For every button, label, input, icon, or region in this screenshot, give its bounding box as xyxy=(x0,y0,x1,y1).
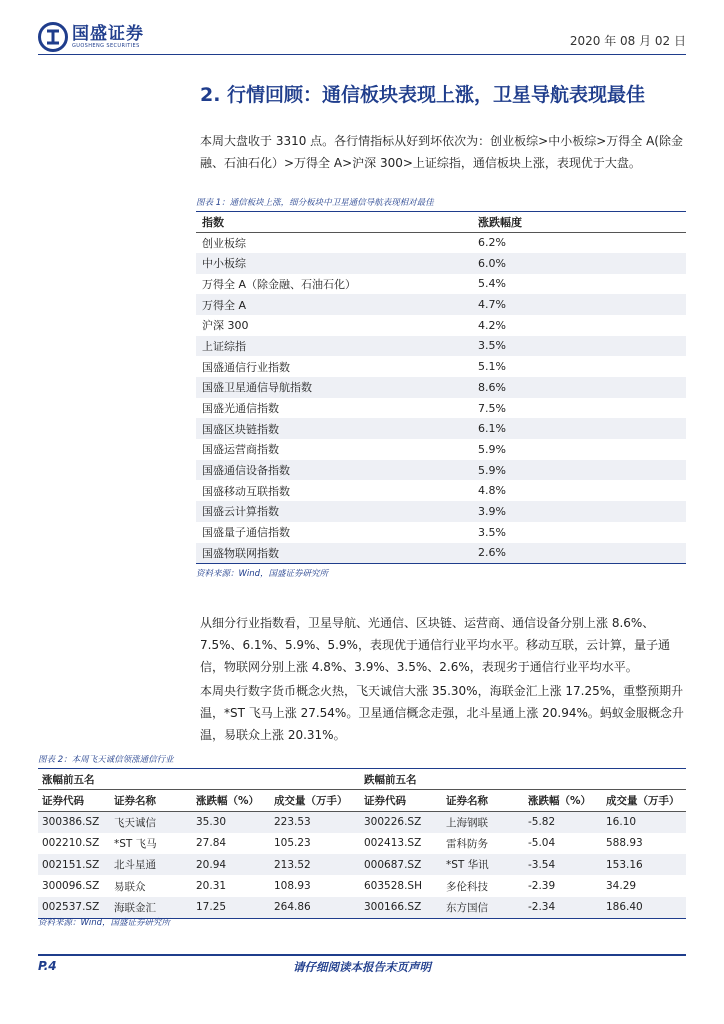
change-pct-cell: 20.31 xyxy=(196,880,227,893)
table-row xyxy=(38,811,686,832)
index-change-cell: 5.1% xyxy=(478,360,506,374)
index-change-cell: 4.8% xyxy=(478,484,506,498)
index-name-cell: 国盛云计算指数 xyxy=(196,501,472,522)
index-performance-table xyxy=(196,211,686,564)
table-row xyxy=(196,356,686,377)
index-name-cell: 中小板综 xyxy=(196,253,472,274)
table-row xyxy=(196,460,686,481)
column-header: 证券名称 xyxy=(110,790,192,811)
column-header-change: 涨跌幅度 xyxy=(472,212,686,233)
table-row xyxy=(196,522,686,543)
column-header: 证券代码 xyxy=(360,790,442,811)
index-change-cell: 5.9% xyxy=(472,460,686,481)
security-code-cell: 002413.SZ xyxy=(364,837,422,850)
report-date: 2020 年 08 月 02 日 xyxy=(569,34,686,48)
volume-cell: 34.29 xyxy=(606,880,637,893)
security-name-cell: *ST 飞马 xyxy=(114,837,157,850)
logo-text xyxy=(72,25,144,50)
change-pct-cell: -2.34 xyxy=(524,897,602,918)
paragraph-sub-industry: 从细分行业指数看，卫星导航、光通信、区块链、运营商、通信设备分别上涨 8.6%、7.5%、6.1%、5.9%、5.9%，表现优于通信行业平均水平。移动互联，云计算，量子通信，物联网分别上涨 4.8%、3.9%、3.5%、2.6%，表现劣于通信行业平均水平。 xyxy=(200,616,670,674)
logo-name-en: GUOSHENG SECURITIES xyxy=(72,42,140,49)
table-row xyxy=(196,294,686,315)
volume-cell: 186.40 xyxy=(602,897,686,918)
change-pct-cell: -3.54 xyxy=(524,854,602,875)
table-row xyxy=(38,833,686,854)
volume-cell: 16.10 xyxy=(602,811,686,832)
table2-caption: 图表 2：本周飞天诚信领涨通信行业 xyxy=(38,755,174,765)
change-pct-cell: 27.84 xyxy=(196,837,227,850)
page-header xyxy=(38,18,686,54)
column-header: 成交量（万手） xyxy=(602,790,686,811)
index-name-cell: 沪深 300 xyxy=(202,319,249,333)
table-row xyxy=(38,854,686,875)
page-number: P.4 xyxy=(38,959,57,973)
volume-cell: 105.23 xyxy=(274,837,311,850)
column-header: 涨跌幅（%） xyxy=(192,790,270,811)
index-name-cell: 万得全 A（除金融、石油石化） xyxy=(202,277,357,291)
company-logo xyxy=(38,22,144,52)
index-name-cell: 国盛卫星通信导航指数 xyxy=(196,377,472,398)
table-header-row xyxy=(38,790,686,811)
security-code-cell: 300166.SZ xyxy=(360,897,442,918)
security-code-cell: 300226.SZ xyxy=(360,811,442,832)
security-name-cell: 海联金汇 xyxy=(110,897,192,918)
top-movers-table xyxy=(38,768,686,919)
index-name-cell: 国盛物联网指数 xyxy=(196,543,472,564)
security-code-cell: 002151.SZ xyxy=(38,854,110,875)
security-name-cell: 飞天诚信 xyxy=(110,811,192,832)
table-row xyxy=(196,274,686,295)
change-pct-cell: 17.25 xyxy=(192,897,270,918)
index-name-cell: 上证综指 xyxy=(196,336,472,357)
security-code-cell: 002537.SZ xyxy=(38,897,110,918)
security-code-cell: 000687.SZ xyxy=(360,854,442,875)
table-row xyxy=(196,398,686,419)
index-name-cell: 国盛移动互联指数 xyxy=(202,484,290,498)
change-pct-cell: 35.30 xyxy=(192,811,270,832)
volume-cell: 264.86 xyxy=(270,897,360,918)
index-change-cell: 8.6% xyxy=(472,377,686,398)
index-name-cell: 万得全 A xyxy=(196,294,472,315)
group-header-losers: 跌幅前五名 xyxy=(360,769,686,790)
security-name-cell: 北斗星通 xyxy=(110,854,192,875)
index-name-cell: 国盛量子通信指数 xyxy=(202,526,290,540)
index-change-cell: 3.9% xyxy=(472,501,686,522)
volume-cell: 153.16 xyxy=(602,854,686,875)
table-row xyxy=(196,253,686,274)
index-change-cell: 3.5% xyxy=(478,525,506,539)
table-row xyxy=(38,875,686,896)
index-name-cell: 国盛通信行业指数 xyxy=(202,360,290,374)
index-change-cell: 3.5% xyxy=(472,336,686,357)
table-header-row xyxy=(196,212,686,233)
security-code-cell: 002210.SZ xyxy=(42,837,100,850)
column-header: 成交量（万手） xyxy=(270,790,360,811)
header-divider xyxy=(38,54,686,55)
index-change-cell: 5.4% xyxy=(478,277,506,291)
change-pct-cell: -2.39 xyxy=(528,880,556,893)
index-change-cell: 2.6% xyxy=(472,543,686,564)
index-name-cell: 国盛通信设备指数 xyxy=(196,460,472,481)
security-name-cell: 雷科防务 xyxy=(446,837,488,850)
index-name-cell: 国盛光通信指数 xyxy=(202,402,279,416)
change-pct-cell: 20.94 xyxy=(192,854,270,875)
table2-source: 资料来源：Wind，国盛证券研究所 xyxy=(38,918,171,928)
logo-name-cn: 国盛证券 xyxy=(72,23,144,44)
table-group-row xyxy=(38,769,686,790)
table-row xyxy=(196,418,686,439)
column-header-index: 指数 xyxy=(196,212,472,233)
group-header-gainers: 涨幅前五名 xyxy=(38,769,360,790)
guosheng-logo-icon xyxy=(38,22,68,52)
disclaimer-note: 请仔细阅读本报告末页声明 xyxy=(293,960,431,974)
index-change-cell: 4.7% xyxy=(472,294,686,315)
change-pct-cell: -5.04 xyxy=(528,837,556,850)
security-code-cell: 300096.SZ xyxy=(42,880,100,893)
paragraph-stock-highlights: 本周央行数字货币概念火热，飞天诚信大涨 35.30%，海联金汇上涨 17.25%，重整预期升温，*ST 飞马上涨 27.54%。卫星通信概念走强，北斗星通上涨 20.94%。蚂蚁金服概念升温，易联众上涨 20.31%。 xyxy=(200,684,684,742)
table-row xyxy=(196,543,686,564)
index-change-cell: 7.5% xyxy=(478,401,506,415)
section-title: 2. 行情回顾：通信板块表现上涨，卫星导航表现最佳 xyxy=(200,84,646,106)
table-row xyxy=(196,377,686,398)
index-change-cell: 5.9% xyxy=(478,442,506,456)
table-row xyxy=(196,232,686,253)
security-name-cell: 易联众 xyxy=(114,880,146,893)
index-change-cell: 6.0% xyxy=(472,253,686,274)
table1-source: 资料来源：Wind，国盛证券研究所 xyxy=(196,569,329,579)
movers-table-body xyxy=(38,811,686,918)
volume-cell: 223.53 xyxy=(270,811,360,832)
table-row xyxy=(196,315,686,336)
paragraph-market-summary: 本周大盘收于 3310 点。各行情指标从好到坏依次为：创业板综>中小板综>万得全 A(除金融、石油石化）>万得全 A>沪深 300>上证综指，通信板块上涨，表现优于大盘。 xyxy=(200,134,683,170)
table-row xyxy=(196,439,686,460)
index-name-cell: 创业板综 xyxy=(202,236,246,250)
table1-caption: 图表 1：通信板块上涨，细分板块中卫星通信导航表现相对最佳 xyxy=(196,198,434,208)
table-row xyxy=(196,501,686,522)
footer-divider xyxy=(38,954,686,956)
column-header: 证券名称 xyxy=(442,790,524,811)
security-code-cell: 300386.SZ xyxy=(38,811,110,832)
index-table-body xyxy=(196,232,686,563)
security-name-cell: 多伦科技 xyxy=(446,880,488,893)
index-change-cell: 6.2% xyxy=(478,236,506,250)
volume-cell: 213.52 xyxy=(270,854,360,875)
security-name-cell: 东方国信 xyxy=(442,897,524,918)
index-name-cell: 国盛运营商指数 xyxy=(202,443,279,457)
security-name-cell: *ST 华讯 xyxy=(442,854,524,875)
index-name-cell: 国盛区块链指数 xyxy=(196,418,472,439)
column-header: 证券代码 xyxy=(38,790,110,811)
table-row xyxy=(196,480,686,501)
index-change-cell: 6.1% xyxy=(472,418,686,439)
volume-cell: 108.93 xyxy=(274,880,311,893)
table-row xyxy=(196,336,686,357)
volume-cell: 588.93 xyxy=(606,837,643,850)
change-pct-cell: -5.82 xyxy=(524,811,602,832)
index-change-cell: 4.2% xyxy=(478,318,506,332)
column-header: 涨跌幅（%） xyxy=(524,790,602,811)
security-name-cell: 上海钢联 xyxy=(442,811,524,832)
security-code-cell: 603528.SH xyxy=(364,880,422,893)
